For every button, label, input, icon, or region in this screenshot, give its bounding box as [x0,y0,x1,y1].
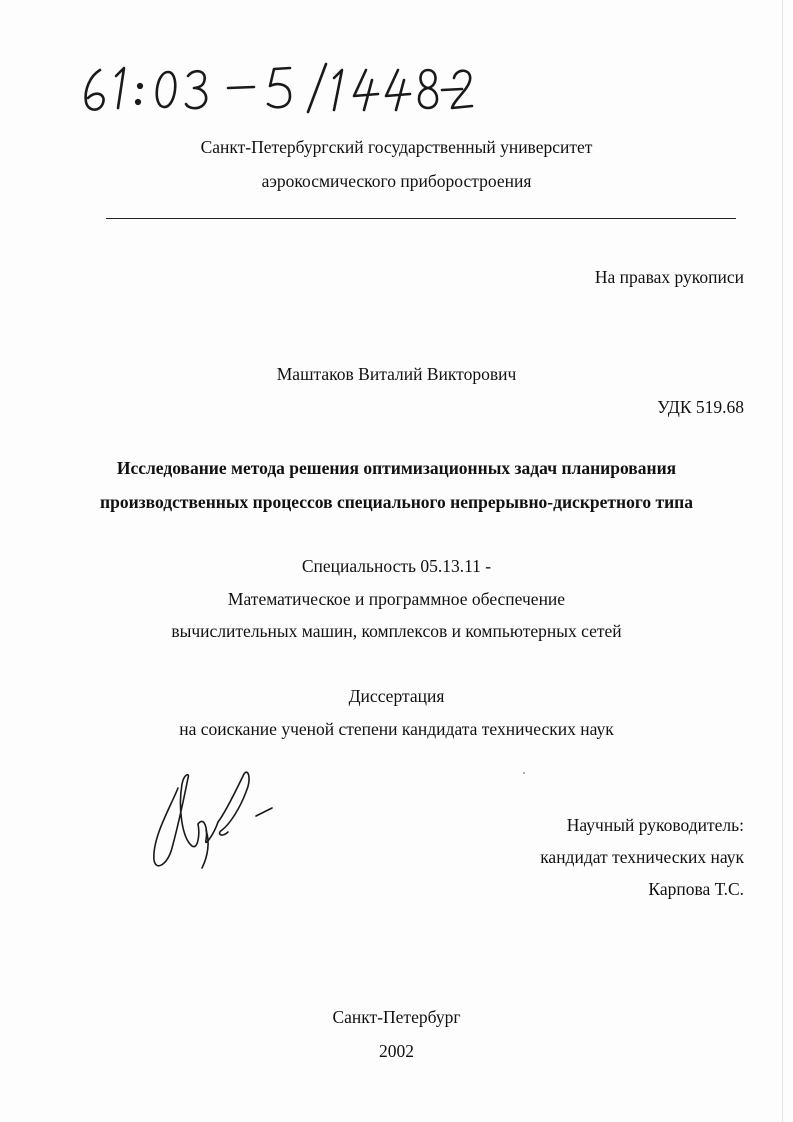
supervisor-degree: кандидат технических наук [540,847,744,867]
supervisor-label: Научный руководитель: [566,815,744,835]
dissertation-degree: на соискание ученой степени кандидата технических наук [179,719,614,739]
header-divider [106,218,736,219]
institution-line-1: Санкт-Петербургский государственный университет [200,137,593,157]
udk-code: УДК 519.68 [657,397,744,417]
footer-city: Санкт-Петербург [332,1007,461,1027]
specialty-line-2: Математическое и программное обеспечение [227,589,566,609]
dissertation-label: Диссертация [348,686,445,706]
manuscript-note: На правах рукописи [594,267,744,287]
handwritten-archive-code-suffix [448,64,478,114]
title-line-2: производственных процессов специального непрерывно-дискретного типа [100,492,693,512]
author-name: Маштаков Виталий Викторович [276,364,517,384]
specialty-line-3: вычислительных машин, комплексов и компьютерных сетей [171,621,622,641]
institution-line-2: аэрокосмического приборостроения [261,171,532,191]
handwritten-archive-code [78,58,478,118]
scan-speck [523,772,525,774]
signature [148,768,278,878]
footer-year: 2002 [379,1041,414,1061]
supervisor-name: Карпова Т.С. [648,879,744,899]
specialty-line-1: Специальность 05.13.11 - [301,556,492,576]
title-line-1: Исследование метода решения оптимизационных задач планирования [116,458,677,478]
